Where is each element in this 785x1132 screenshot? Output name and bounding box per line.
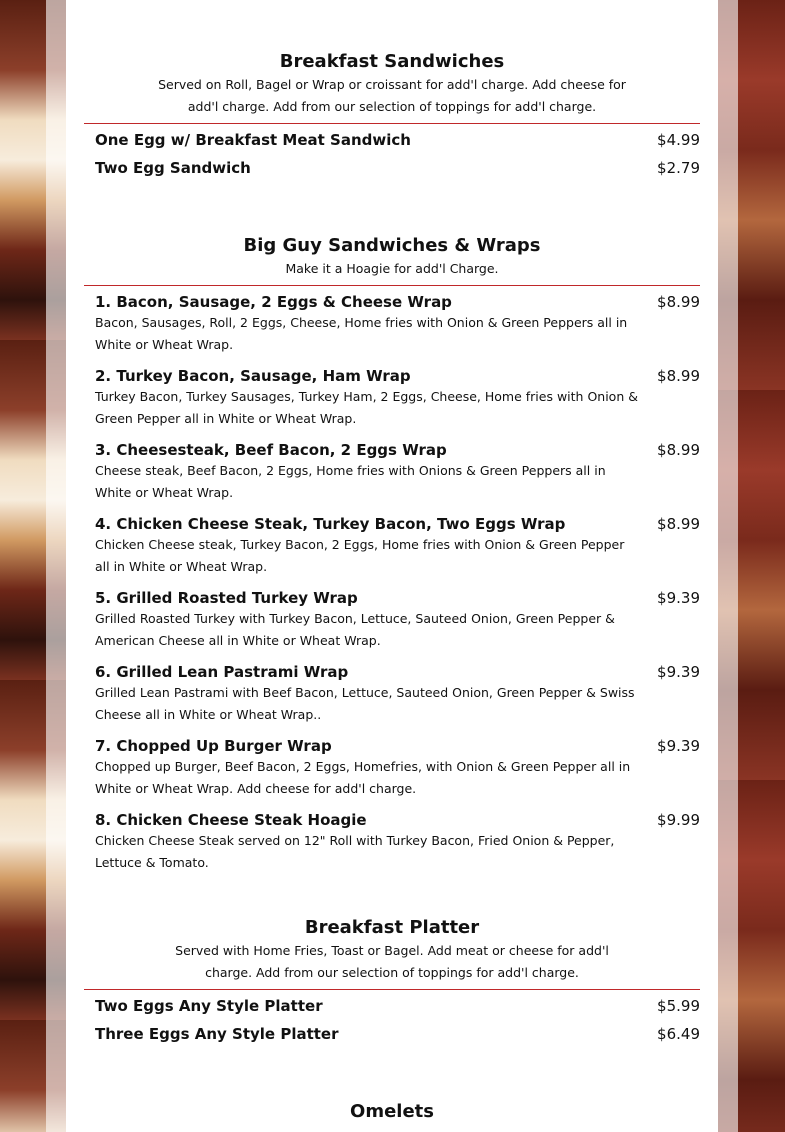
item-description: Cheese steak, Beef Bacon, 2 Eggs, Home fries with Onions & Green Peppers all in White or Wheat Wrap. xyxy=(95,463,606,500)
section-description: Make it a Hoagie for add'l Charge. xyxy=(285,261,499,276)
menu-item[interactable] xyxy=(95,732,700,800)
item-description: Turkey Bacon, Turkey Sausages, Turkey Ham, 2 Eggs, Cheese, Home fries with Onion & Green Pepper all in White or Wheat Wrap. xyxy=(95,389,638,426)
section-description: Served on Roll, Bagel or Wrap or croissant for add'l charge. Add cheese for add'l charge. Add from our selection of toppings for add'l charge. xyxy=(158,77,626,114)
item-price: $6.49 xyxy=(657,1025,700,1043)
section-big-guy-sandwiches xyxy=(84,234,700,880)
section-title: Breakfast Platter xyxy=(304,917,480,938)
menu-item[interactable] xyxy=(95,806,700,874)
item-description: Chopped up Burger, Beef Bacon, 2 Eggs, Homefries, with Onion & Green Pepper all in White or Wheat Wrap. Add cheese for add'l charge. xyxy=(95,759,631,796)
item-description: Chicken Cheese steak, Turkey Bacon, 2 Eggs, Home fries with Onion & Green Pepper all in White or Wheat Wrap. xyxy=(95,537,625,574)
item-name: 6. Grilled Lean Pastrami Wrap xyxy=(95,663,349,681)
item-name: One Egg w/ Breakfast Meat Sandwich xyxy=(95,131,411,149)
menu-item[interactable] xyxy=(95,584,700,652)
section-divider xyxy=(84,989,700,990)
section-divider xyxy=(84,285,700,286)
menu-item[interactable] xyxy=(95,436,700,504)
item-name: 5. Grilled Roasted Turkey Wrap xyxy=(95,589,358,607)
item-price: $4.99 xyxy=(657,131,700,149)
menu-item[interactable] xyxy=(95,510,700,578)
item-name: 7. Chopped Up Burger Wrap xyxy=(95,737,332,755)
menu-item[interactable] xyxy=(95,658,700,726)
item-description: Bacon, Sausages, Roll, 2 Eggs, Cheese, Home fries with Onion & Green Peppers all in White or Wheat Wrap. xyxy=(95,315,628,352)
item-price: $9.39 xyxy=(657,737,700,755)
item-price: $8.99 xyxy=(657,367,700,385)
item-description: Grilled Lean Pastrami with Beef Bacon, Lettuce, Sauteed Onion, Green Pepper & Swiss Cheese all in White or Wheat Wrap.. xyxy=(95,685,635,722)
item-price: $9.99 xyxy=(657,811,700,829)
item-price: $9.39 xyxy=(657,589,700,607)
menu-item[interactable] xyxy=(95,126,700,154)
section-breakfast-platter xyxy=(84,916,700,1048)
section-title: Big Guy Sandwiches & Wraps xyxy=(243,235,541,256)
menu-item[interactable] xyxy=(95,154,700,182)
section-title: Breakfast Sandwiches xyxy=(279,51,505,72)
item-price: $8.99 xyxy=(657,293,700,311)
item-name: 3. Cheesesteak, Beef Bacon, 2 Eggs Wrap xyxy=(95,441,447,459)
menu-item[interactable] xyxy=(95,992,700,1020)
item-name: Two Eggs Any Style Platter xyxy=(95,997,323,1015)
menu-item[interactable] xyxy=(95,362,700,430)
background-image-left xyxy=(0,0,66,1132)
section-title: Omelets xyxy=(350,1101,434,1122)
item-price: $8.99 xyxy=(657,441,700,459)
item-name: 1. Bacon, Sausage, 2 Eggs & Cheese Wrap xyxy=(95,293,452,311)
item-price: $8.99 xyxy=(657,515,700,533)
menu-item[interactable] xyxy=(95,1020,700,1048)
item-description: Chicken Cheese Steak served on 12" Roll with Turkey Bacon, Fried Onion & Pepper, Lettuce & Tomato. xyxy=(95,833,615,870)
background-image-right xyxy=(718,0,785,1132)
item-price: $9.39 xyxy=(657,663,700,681)
item-description: Grilled Roasted Turkey with Turkey Bacon, Lettuce, Sauteed Onion, Green Pepper & American Cheese all in White or Wheat Wrap. xyxy=(95,611,615,648)
menu-item[interactable] xyxy=(95,288,700,356)
item-name: Two Egg Sandwich xyxy=(95,159,251,177)
section-divider xyxy=(84,123,700,124)
section-omelets xyxy=(84,1100,700,1124)
item-price: $2.79 xyxy=(657,159,700,177)
item-name: 8. Chicken Cheese Steak Hoagie xyxy=(95,811,367,829)
section-description: Served with Home Fries, Toast or Bagel. Add meat or cheese for add'l charge. Add from our selection of toppings for add'l charge. xyxy=(175,943,609,980)
section-breakfast-sandwiches xyxy=(84,50,700,182)
item-name: 2. Turkey Bacon, Sausage, Ham Wrap xyxy=(95,367,411,385)
item-name: Three Eggs Any Style Platter xyxy=(95,1025,339,1043)
item-price: $5.99 xyxy=(657,997,700,1015)
menu-panel xyxy=(66,0,718,1132)
item-name: 4. Chicken Cheese Steak, Turkey Bacon, Two Eggs Wrap xyxy=(95,515,566,533)
